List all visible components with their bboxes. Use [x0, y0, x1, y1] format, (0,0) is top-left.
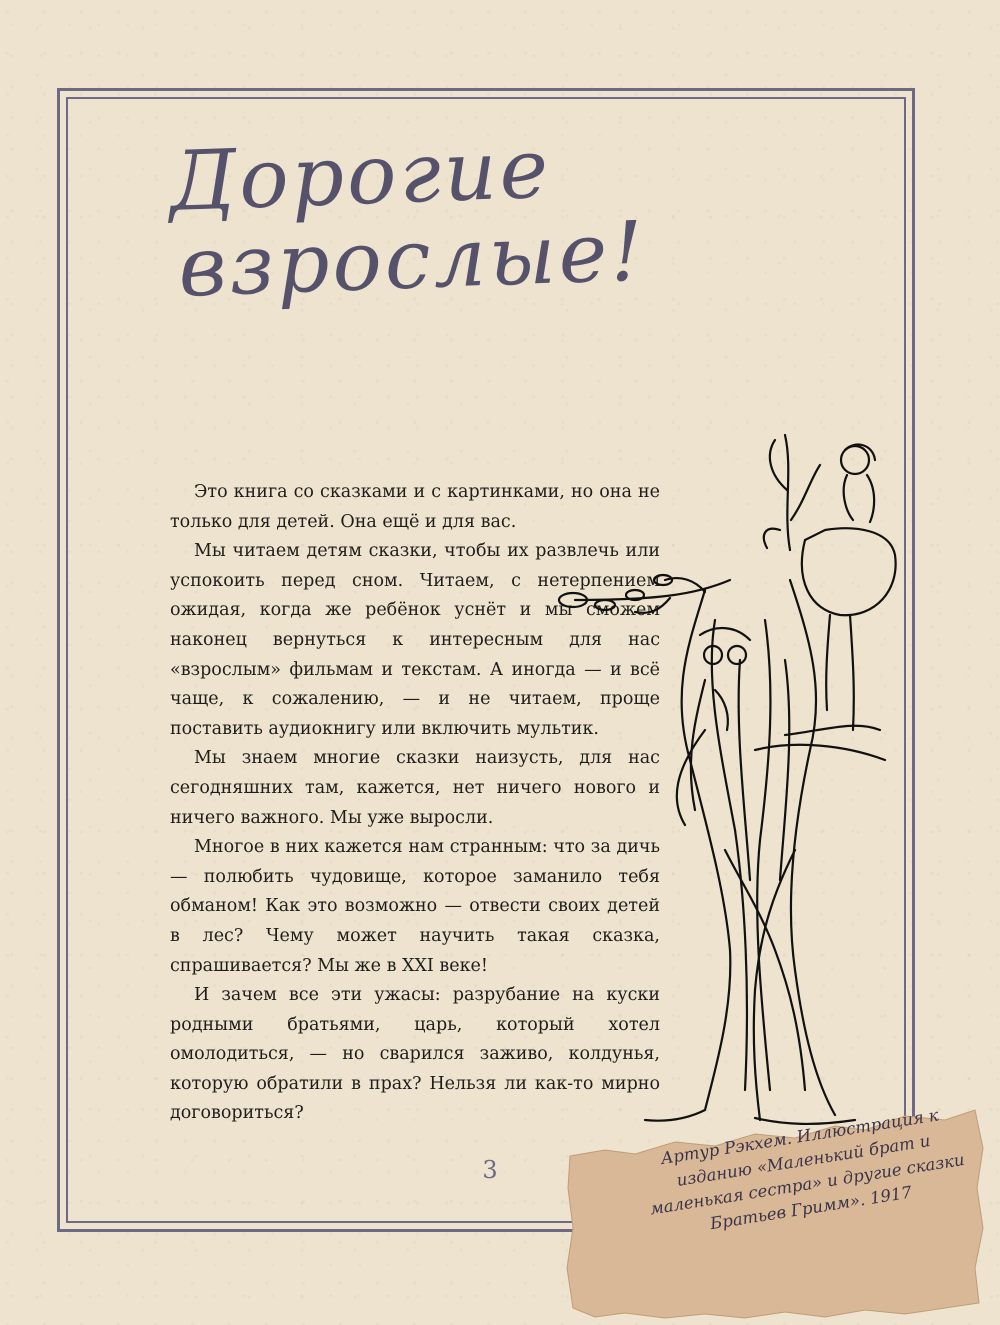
paragraph-3: Мы знаем многие сказки наизусть, для нас сегодняшних там, кажется, нет ничего нового и ничего важного. Мы уже выросли.: [170, 748, 660, 828]
paragraph-2: Мы читаем детям сказки, чтобы их развлечь или успокоить перед сном. Читаем, с нетерпением ожидая, когда же ребёнок уснёт и мы сможем наконец вернуться к интересным для нас «взрослым» фильмам и текстам. А иногда — и всё чаще, к сожалению, — и не читаем, проще поставить аудиокнигу или включить мультик.: [170, 541, 660, 739]
illustration-caption: Артур Рэкхем. Иллюстрация к изданию «Маленький брат и маленькая сестра» и другие сказки Братьев Гримм». 1917: [648, 1105, 966, 1234]
page-number: 3: [482, 1156, 498, 1184]
page-title: [167, 121, 694, 316]
tree-creature-illustration: [555, 430, 905, 1130]
paragraph-5: И зачем все эти ужасы: разрубание на куски родными братьями, царь, который хотел омолодиться, — но сварился заживо, колдунья, которую обратили в прах? Нельзя ли как-то мирно договориться?: [170, 985, 660, 1124]
page-title-line-2: взрослые!: [176, 204, 648, 316]
paragraph-4: Многое в них кажется нам странным: что за дичь — полюбить чудовище, которое заманило тебя обманом! Как это возможно — отвести своих детей в лес? Чему может научить такая сказка, спрашивается? Мы же в XXI веке!: [170, 837, 660, 976]
paragraph-1: Это книга со сказками и с картинками, но она не только для детей. Она ещё и для вас.: [170, 482, 660, 532]
page-title-line-1: Дорогие: [167, 121, 553, 230]
